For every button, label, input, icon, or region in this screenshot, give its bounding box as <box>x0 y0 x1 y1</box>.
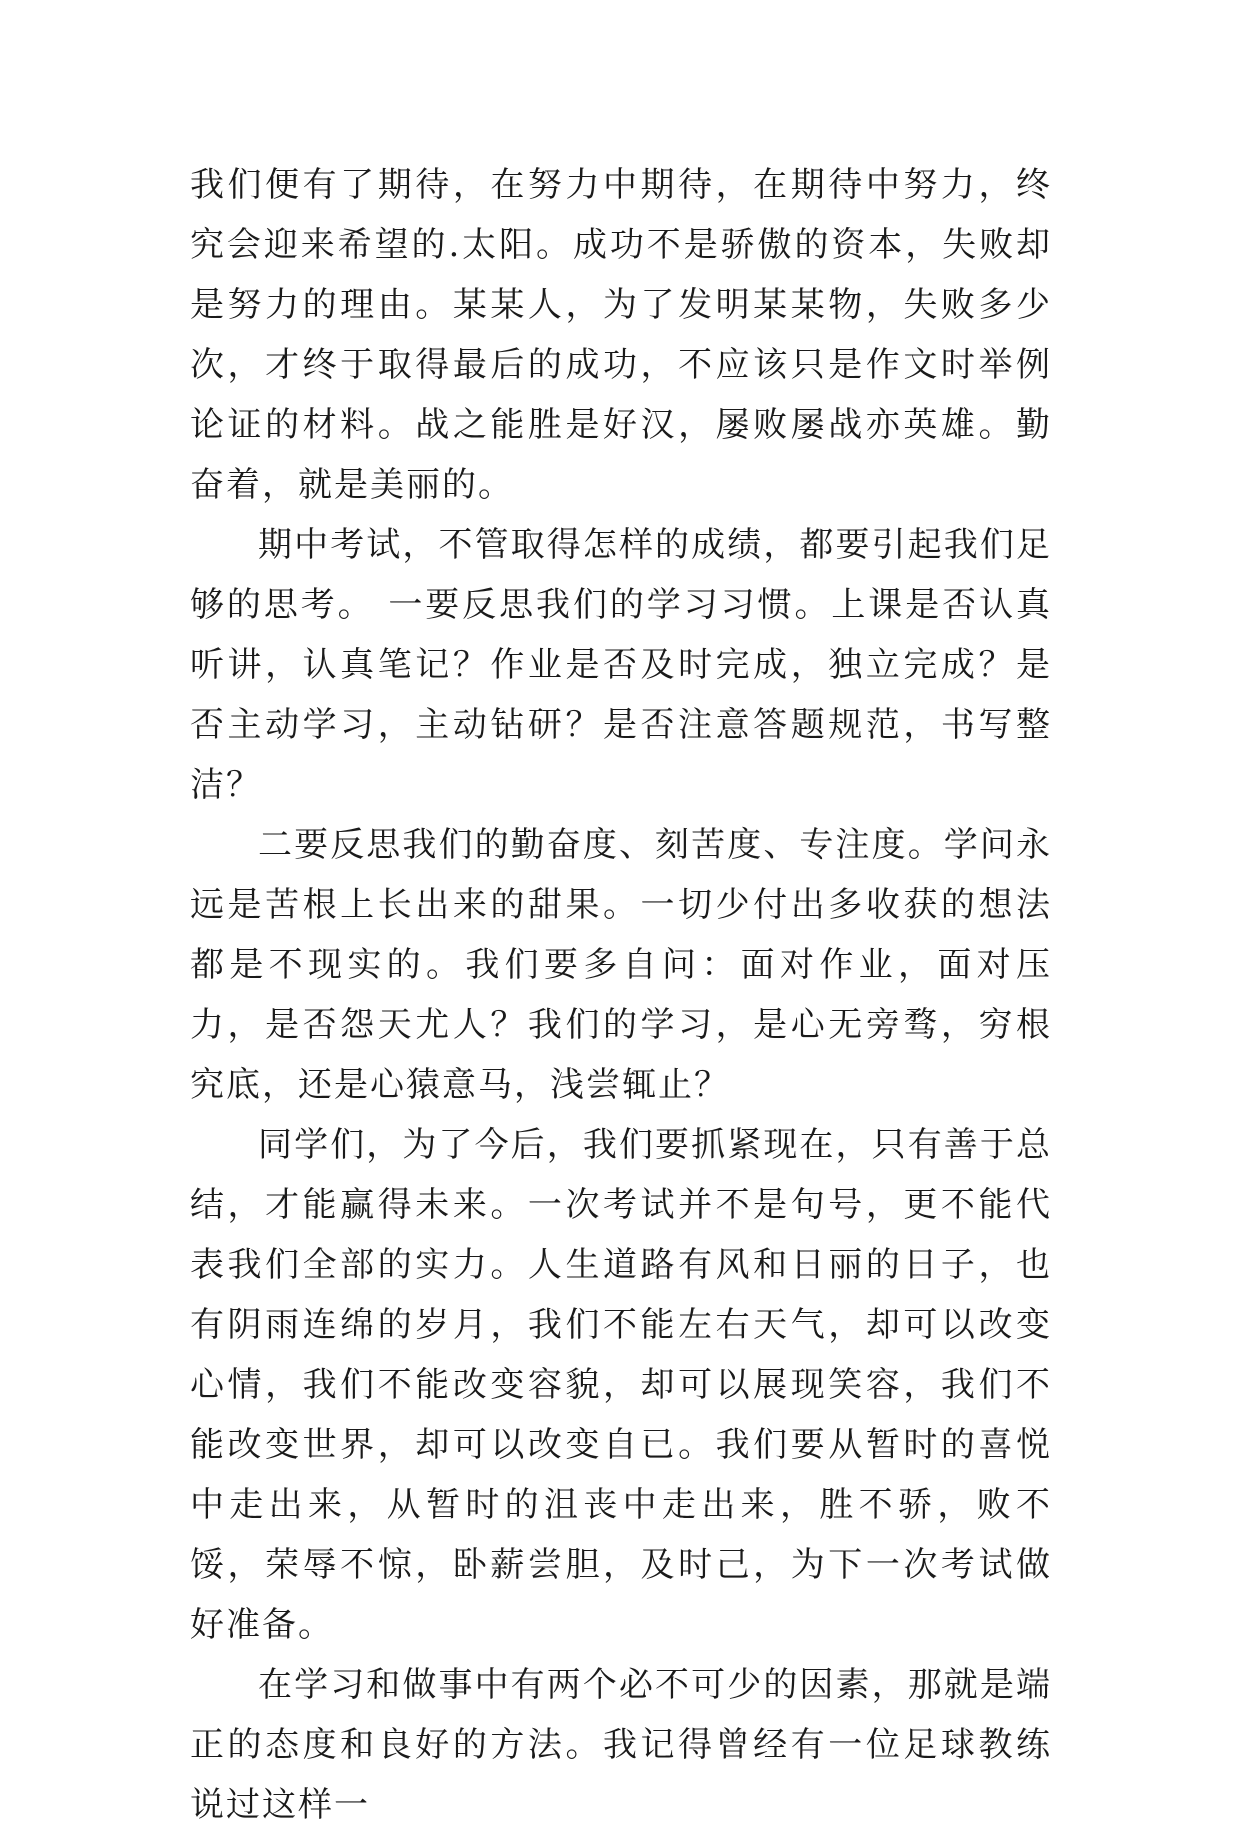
body-text <box>190 155 1052 1835</box>
paragraph-3: 二要反思我们的勤奋度、刻苦度、专注度。学问永远是苦根上长出来的甜果。一切少付出多收获的想法都是不现实的。我们要多自问：面对作业，面对压力，是否怨天尤人？我们的学习，是心无旁骛，穷根究底，还是心猿意马，浅尝辄止？ <box>190 825 1052 1105</box>
paragraph-4: 同学们，为了今后，我们要抓紧现在，只有善于总结，才能赢得未来。一次考试并不是句号，更不能代表我们全部的实力。人生道路有风和日丽的日子，也有阴雨连绵的岁月，我们不能左右天气，却可以改变心情，我们不能改变容貌，却可以展现笑容，我们不能改变世界，却可以改变自已。我们要从暂时的喜悦中走出来，从暂时的沮丧中走出来，胜不骄，败不馁，荣辱不惊，卧薪尝胆，及时己，为下一次考试做好准备。 <box>190 1125 1052 1645</box>
paragraph-5: 在学习和做事中有两个必不可少的因素，那就是端正的态度和良好的方法。我记得曾经有一位足球教练说过这样一 <box>190 1665 1052 1825</box>
paragraph-1: 我们便有了期待，在努力中期待，在期待中努力，终究会迎来希望的.太阳。成功不是骄傲的资本，失败却是努力的理由。某某人，为了发明某某物，失败多少次，才终于取得最后的成功，不应该只是作文时举例论证的材料。战之能胜是好汉，屡败屡战亦英雄。勤奋着，就是美丽的。 <box>190 165 1052 505</box>
paragraph-2: 期中考试，不管取得怎样的成绩，都要引起我们足够的思考。 一要反思我们的学习习惯。上课是否认真听讲，认真笔记？作业是否及时完成，独立完成？是否主动学习，主动钻研？是否注意答题规范，书写整洁？ <box>190 525 1052 805</box>
